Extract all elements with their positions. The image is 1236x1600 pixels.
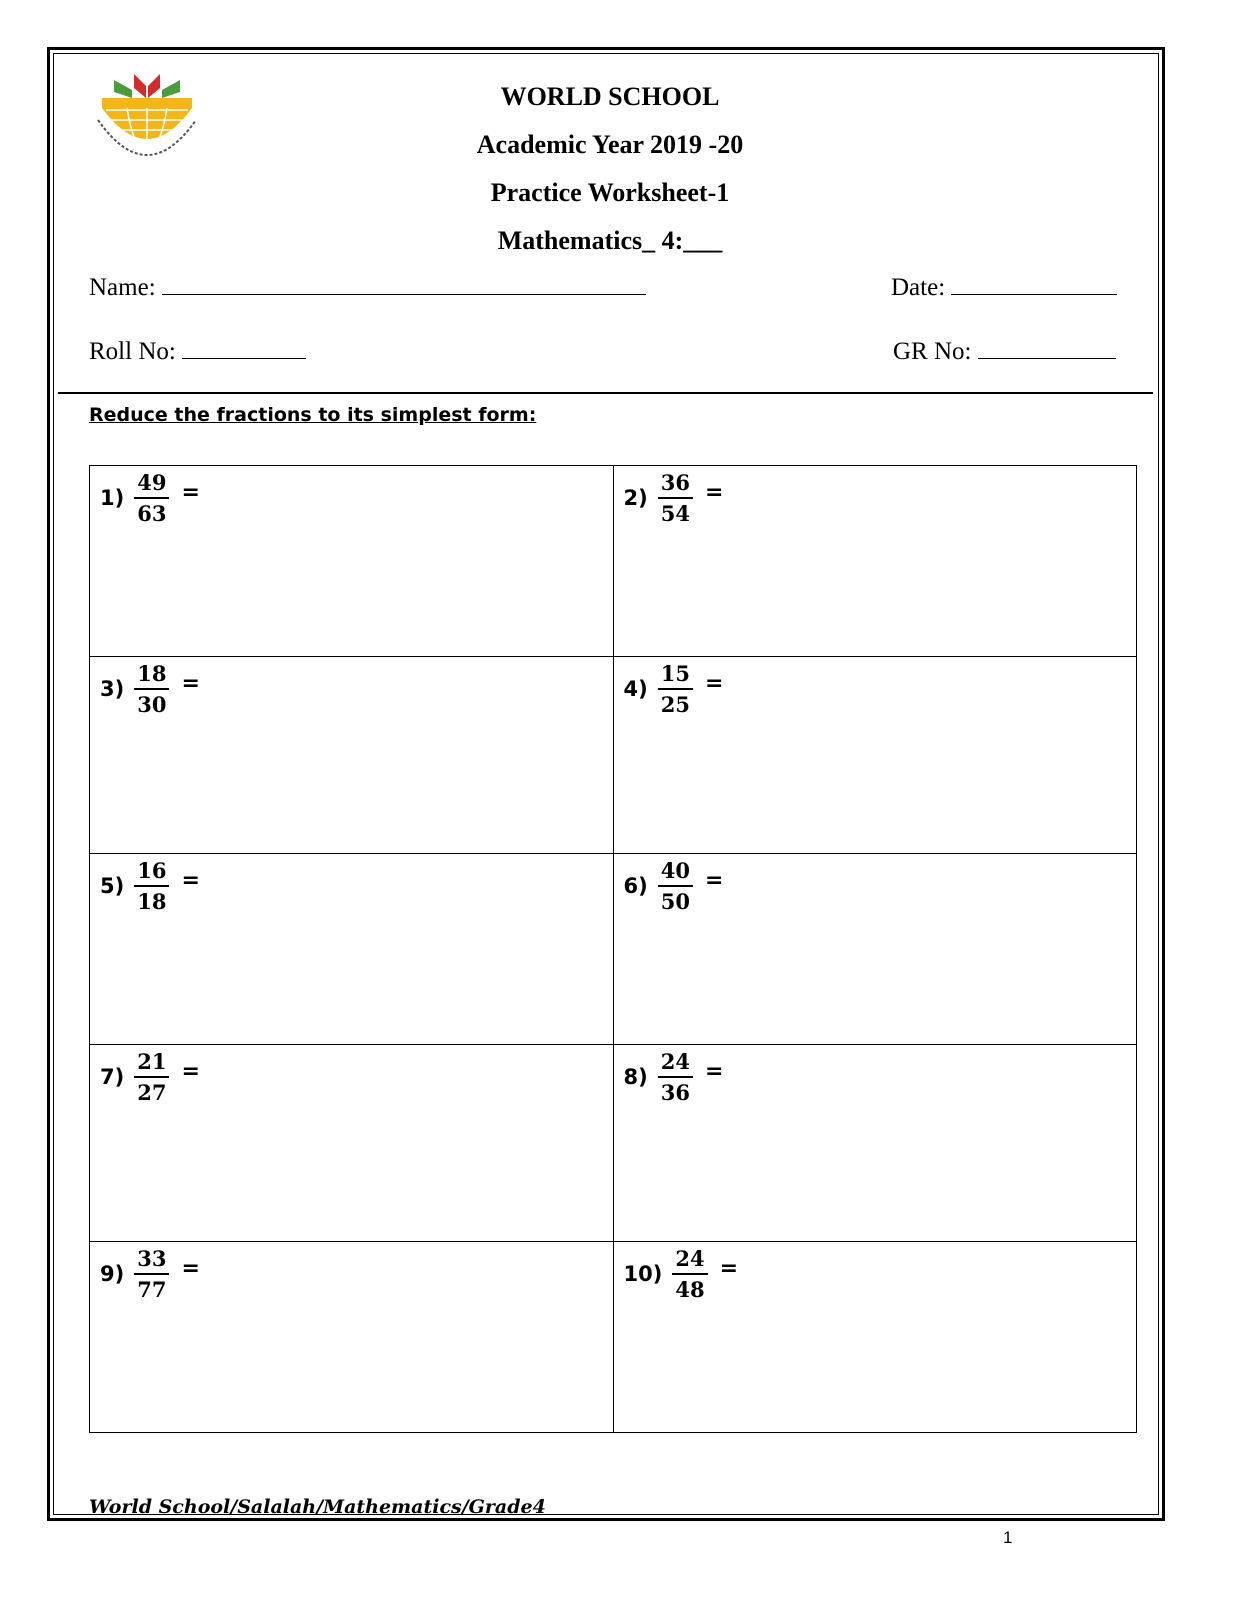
- date-field[interactable]: [951, 274, 1117, 295]
- problem-number: 4): [623, 677, 648, 701]
- equals-sign: =: [181, 670, 200, 696]
- problem: [624, 1049, 724, 1105]
- worksheet-title: Practice Worksheet-1: [490, 178, 730, 207]
- fraction: [658, 858, 693, 914]
- page-number: 1: [1003, 1528, 1013, 1547]
- problem: [624, 661, 724, 717]
- numerator: 21: [134, 1049, 169, 1078]
- denominator: 18: [137, 889, 167, 914]
- fraction: [134, 661, 169, 717]
- equals-sign: =: [181, 479, 200, 505]
- problem-number: 8): [623, 1065, 648, 1089]
- denominator: 25: [660, 692, 690, 717]
- instruction: Reduce the fractions to its simplest form:: [89, 404, 537, 426]
- equals-sign: =: [704, 670, 724, 696]
- fraction: [134, 470, 169, 526]
- problem: [624, 858, 724, 914]
- problem: [100, 858, 200, 914]
- denominator: 48: [675, 1277, 705, 1302]
- denominator: 50: [660, 889, 690, 914]
- name-label: Name:: [89, 274, 156, 301]
- problem-number: 7): [100, 1065, 125, 1089]
- fraction: [658, 661, 693, 717]
- problem-cell[interactable]: [613, 657, 1137, 854]
- denominator: 36: [660, 1080, 690, 1105]
- roll-field[interactable]: [182, 338, 306, 359]
- fraction: [658, 1049, 693, 1105]
- problem-number: 3): [100, 677, 125, 701]
- equals-sign: =: [181, 867, 200, 893]
- denominator: 30: [137, 692, 167, 717]
- numerator: 16: [134, 858, 169, 887]
- equals-sign: =: [704, 867, 724, 893]
- fraction: [672, 1246, 707, 1302]
- gr-label: GR No:: [893, 338, 972, 365]
- problem-cell[interactable]: [90, 854, 614, 1045]
- fraction: [134, 1246, 169, 1302]
- header-divider: [58, 392, 1153, 394]
- problem-cell[interactable]: [90, 1045, 614, 1242]
- problem-number: 6): [623, 874, 648, 898]
- academic-year: Academic Year 2019 -20: [476, 130, 744, 159]
- problem-cell[interactable]: [90, 657, 614, 854]
- equals-sign: =: [704, 479, 724, 505]
- footer: World School/Salalah/Mathematics/Grade4: [89, 1496, 546, 1518]
- problem: [100, 661, 200, 717]
- problem-cell[interactable]: [613, 1045, 1137, 1242]
- problem-cell[interactable]: [90, 1242, 614, 1433]
- problem: [624, 1246, 739, 1302]
- fraction: [658, 470, 693, 526]
- problem-number: 10): [623, 1262, 663, 1286]
- fraction: [134, 1049, 169, 1105]
- problem: [100, 1246, 200, 1302]
- equals-sign: =: [181, 1255, 200, 1281]
- fraction: [134, 858, 169, 914]
- problem-number: 2): [623, 486, 648, 510]
- denominator: 54: [660, 501, 690, 526]
- denominator: 77: [137, 1277, 167, 1302]
- problem-cell[interactable]: [90, 466, 614, 657]
- numerator: 18: [134, 661, 169, 690]
- problem: [100, 470, 200, 526]
- equals-sign: =: [704, 1058, 724, 1084]
- denominator: 63: [137, 501, 167, 526]
- equals-sign: =: [719, 1255, 738, 1281]
- problems-table: [89, 465, 1137, 1433]
- numerator: 49: [134, 470, 169, 499]
- problem-number: 5): [100, 874, 125, 898]
- numerator: 40: [658, 858, 693, 887]
- denominator: 27: [137, 1080, 167, 1105]
- problem: [100, 1049, 200, 1105]
- numerator: 36: [658, 470, 693, 499]
- roll-label: Roll No:: [89, 338, 176, 365]
- numerator: 24: [658, 1049, 693, 1078]
- date-label: Date:: [891, 274, 946, 301]
- numerator: 15: [658, 661, 693, 690]
- problem-cell[interactable]: [613, 1242, 1137, 1433]
- name-field[interactable]: [162, 274, 646, 295]
- numerator: 33: [134, 1246, 169, 1275]
- gr-field[interactable]: [978, 338, 1116, 359]
- problem-number: 9): [100, 1262, 125, 1286]
- problem-cell[interactable]: [613, 466, 1137, 657]
- problem: [624, 470, 724, 526]
- school-name: WORLD SCHOOL: [500, 82, 720, 111]
- subject-title: Mathematics_ 4:___: [497, 226, 723, 255]
- problem-number: 1): [100, 486, 125, 510]
- numerator: 24: [672, 1246, 707, 1275]
- problem-cell[interactable]: [613, 854, 1137, 1045]
- equals-sign: =: [181, 1058, 200, 1084]
